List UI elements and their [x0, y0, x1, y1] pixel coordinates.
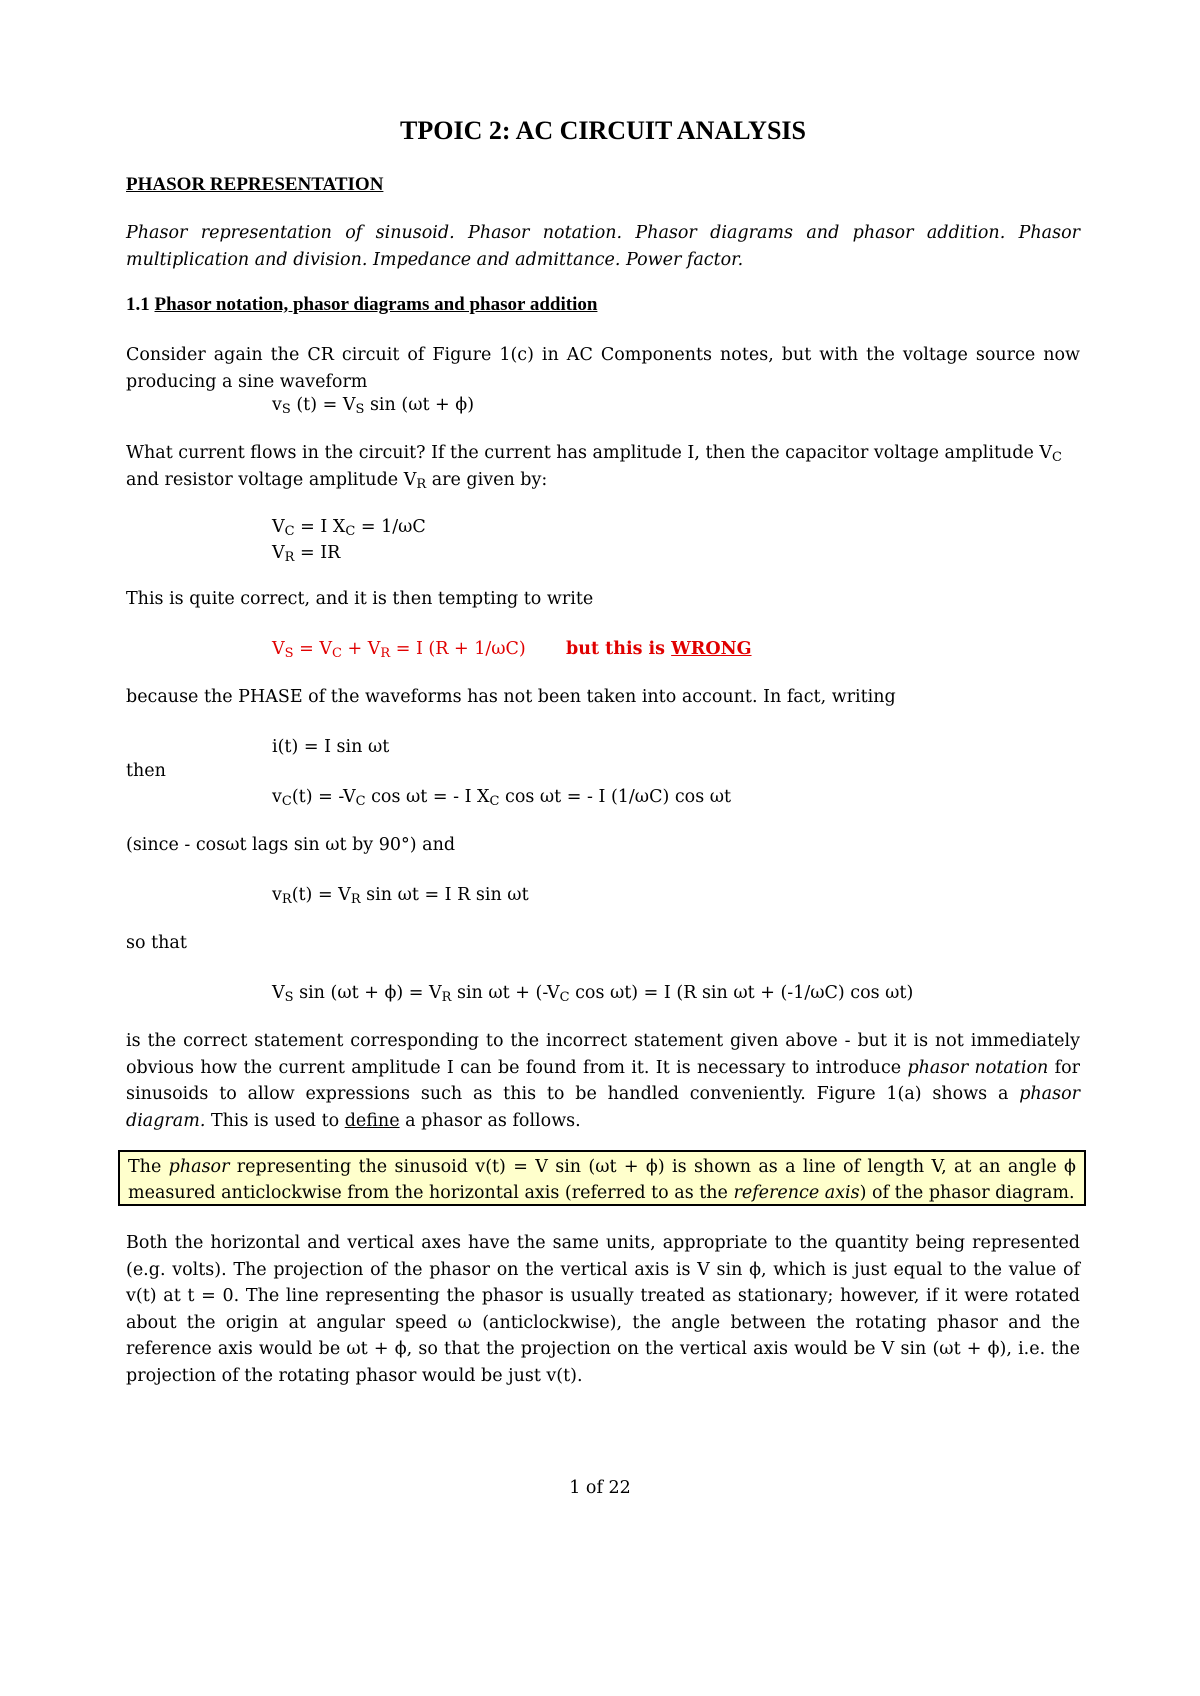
page-number: 1 of 22 [569, 1478, 631, 1498]
word-so-that: so that [126, 933, 187, 953]
subsection-number: 1.1 [126, 294, 150, 315]
section-heading: PHASOR REPRESENTATION [126, 174, 384, 195]
equation-wrong-statement: $V_S = V_C + V_R = I$ (R + 1/ωC) [272, 639, 526, 661]
paragraph-correct-statement: is the correct statement corresponding to the incorrect statement given above - but it is not immediately obvious how the current amplitude I can be found from it. It is necessary to introduce phasor notation for sinusoids to allow expressions such as this to be handled conveniently. Figure 1(a) shows a phasor diagram. This is used to define a phasor as follows. [126, 1031, 1080, 1131]
equation-full-statement: $V_S$ $\sin (\omega t + \phi) = V_R$ $\sin \omega t + (-V_C$ cos ωt) = I (R sin ωt + (-1/ωC) cos ωt) [272, 983, 914, 1005]
wrong-warning: but this is WRONG [566, 639, 752, 659]
word-then: then [126, 761, 166, 781]
subsection-heading [126, 292, 1080, 319]
paragraph-intro: Consider again the CR circuit of Figure 1(c) in AC Components notes, but with the voltage source now producing a sine waveform [126, 345, 1080, 392]
equation-current: i(t) = I sin ωt [272, 737, 390, 757]
paragraph-projection: Both the horizontal and vertical axes have the same units, appropriate to the quantity being represented (e.g. volts). The projection of the phasor on the vertical axis is V sin ϕ, which is just equal to the value of v(t) at t = 0. The line representing the phasor is usually treated as stationary; however, if it were rotated about the origin at angular speed ω (anticlockwise), the angle between the rotating phasor and the reference axis would be ωt + ϕ, so that the projection on the vertical axis would be V sin (ωt + ϕ), i.e. the projection of the rotating phasor would be just v(t). [126, 1233, 1080, 1386]
paragraph-current-question: What current flows in the circuit? If the current has amplitude I, then the capacitor voltage amplitude $V_C$ and resistor voltage amplitude $V_R$ are given by: [126, 443, 1062, 492]
equation-resistor-time: $v_R(t) = V_R$ sin ωt = I R sin ωt [272, 885, 529, 907]
definition-box: The phasor representing the sinusoid v(t) = V sin (ωt + ϕ) is shown as a line of length V, at an angle ϕ measured anticlockwise from the horizontal axis (referred to as the reference axis) of the phasor diagram. [118, 1150, 1086, 1206]
equation-capacitor-time: $v_C(t) = -V_C$ cos ωt = - I $X_C$ cos ωt = - I (1/ωC) cos ωt [272, 787, 732, 809]
page-title: TPOIC 2: AC CIRCUIT ANALYSIS [400, 116, 806, 145]
paragraph-since: (since - cosωt lags sin ωt by 90°) and [126, 835, 456, 855]
equation-capacitor-voltage: $V_C = I$ $X_C = 1/\omega C$ [272, 517, 426, 539]
equation-resistor-voltage: $V_R$ = IR [272, 543, 341, 565]
equation-source-voltage: $v_S$ $(t) = V_S$ sin (ωt + ϕ) [272, 395, 475, 417]
paragraph-tempting: This is quite correct, and it is then tempting to write [126, 589, 594, 609]
paragraph-phase: because the PHASE of the waveforms has not been taken into account. In fact, writing [126, 687, 896, 707]
subsection-title: Phasor notation, phasor diagrams and phasor addition [154, 294, 598, 315]
wrong-word: WRONG [671, 639, 752, 659]
section-summary: Phasor representation of sinusoid. Phasor notation. Phasor diagrams and phasor addition. Phasor multiplication and division. Impedance and admittance. Power factor. [126, 223, 1080, 270]
